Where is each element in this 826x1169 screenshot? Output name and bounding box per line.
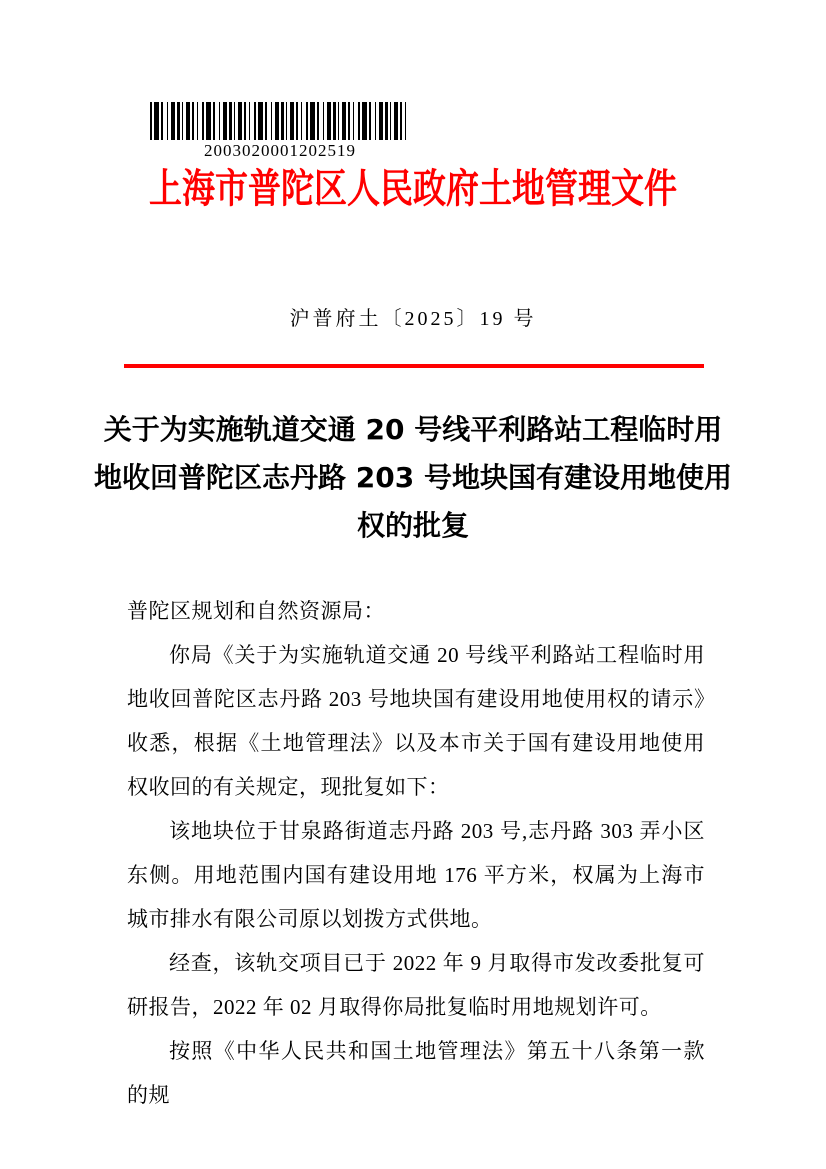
document-title-line-1: 关于为实施轨道交通 20 号线平利路站工程临时用 [103,413,723,446]
document-title-line-2: 地收回普陀区志丹路 203 号地块国有建设用地使用 [94,461,732,494]
document-title [0,406,826,550]
document-number: 沪普府土〔2025〕19 号 [289,308,537,330]
document-body [127,589,705,1117]
barcode-image [150,102,410,140]
salutation: 普陀区规划和自然资源局： [127,599,385,623]
letterhead-title [0,170,826,210]
body-paragraph: 你局《关于为实施轨道交通 20 号线平利路站工程临时用地收回普陀区志丹路 203 号地块国有建设用地使用权的请示》收悉，根据《土地管理法》以及本市关于国有建设用地使用权收回的有关规定，现批复如下： [127,643,705,799]
red-divider-rule [124,364,704,368]
barcode-number: 2003020001202519 [204,141,356,160]
body-paragraph: 按照《中华人民共和国土地管理法》第五十八条第一款的规 [127,1039,705,1107]
body-paragraph: 该地块位于甘泉路街道志丹路 203 号,志丹路 303 弄小区东侧。用地范围内国有建设用地 176 平方米，权属为上海市城市排水有限公司原以划拨方式供地。 [127,819,705,931]
body-paragraph: 经查，该轨交项目已于 2022 年 9 月取得市发改委批复可研报告，2022 年 02 月取得你局批复临时用地规划许可。 [127,951,705,1019]
letterhead-title-text: 上海市普陀区人民政府土地管理文件 [149,168,677,212]
document-title-line-3: 权的批复 [356,509,469,542]
